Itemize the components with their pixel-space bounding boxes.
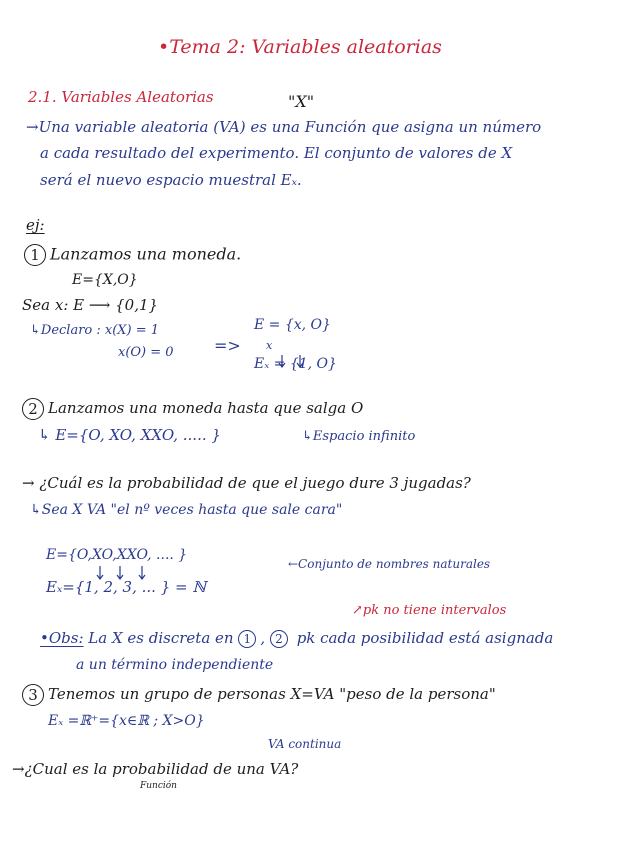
page-title: •Tema 2: Variables aleatorias (158, 36, 442, 58)
set-ex: Eₓ = {1, O} (254, 356, 337, 372)
item-2-set: ↳ E={O, XO, XXO, ..... } (38, 426, 221, 444)
number-circle-2: 2 (22, 398, 44, 420)
declaration-2: x(O) = 0 (118, 345, 174, 360)
item-1-text: Lanzamos una moneda. (50, 244, 242, 264)
number-circle-3: 3 (22, 684, 44, 706)
sample-space-1: E={X,O} (72, 272, 138, 288)
pk-note: ↗pk no tiene intervalos (352, 603, 507, 618)
definition-line-3: será el nuevo espacio muestral Eₓ. (40, 171, 302, 189)
va-continua: VA continua (268, 737, 342, 751)
definition-line-1: →Una variable aleatoria (VA) es una Función que asigna un número (26, 118, 542, 136)
set-e: E = {x, O} (254, 317, 331, 333)
infinite-space-note: ↳Espacio infinito (302, 429, 416, 444)
ex-set: Eₓ={1, 2, 3, ... } = ℕ (46, 578, 207, 596)
obs-circle-1: 1 (238, 630, 256, 648)
va-definition: ↳Sea X VA "el nº veces hasta que sale cara" (30, 502, 343, 518)
item-3-text: Tenemos un grupo de personas X=VA "peso de la persona" (48, 685, 496, 703)
number-circle-1: 1 (24, 244, 46, 266)
section-heading: 2.1. Variables Aleatorias (28, 88, 214, 106)
example-label: ej: (26, 216, 45, 234)
mapping-definition: Sea x: E ⟶ {0,1} (22, 296, 159, 314)
set-x: x (266, 339, 273, 352)
definition-line-2: a cada resultado del experimento. El conjunto de valores de X (40, 144, 513, 162)
funcion-note: Función (140, 781, 177, 791)
obs-circle-2: 2 (270, 630, 288, 648)
obs-line-2: a un término independiente (76, 657, 274, 673)
final-question: →¿Cual es la probabilidad de una VA? (12, 760, 299, 778)
observation: •Obs: La X es discreta en 1 , 2 pk cada posibilidad está asignada (40, 629, 554, 647)
item-2-text: Lanzamos una moneda hasta que salga O (48, 399, 364, 417)
implies-arrow: => (214, 336, 241, 355)
x-annotation: "X" (288, 92, 315, 111)
obs-text: La X es discreta en (88, 629, 234, 647)
naturals-note: ←Conjunto de nombres naturales (288, 557, 491, 571)
declaration-1: ↳Declaro : x(X) = 1 (30, 323, 160, 338)
item-3-set: Eₓ =ℝ⁺={x∈ℝ ; X>O} (48, 713, 205, 729)
obs-pk-text: pk cada posibilidad está asignada (296, 629, 554, 647)
example-item-3 (22, 684, 496, 706)
probability-question: → ¿Cuál es la probabilidad de que el juego dure 3 jugadas? (22, 474, 471, 492)
e-set: E={O,XO,XXO, .... } (46, 547, 188, 563)
obs-label: •Obs: (40, 629, 84, 647)
